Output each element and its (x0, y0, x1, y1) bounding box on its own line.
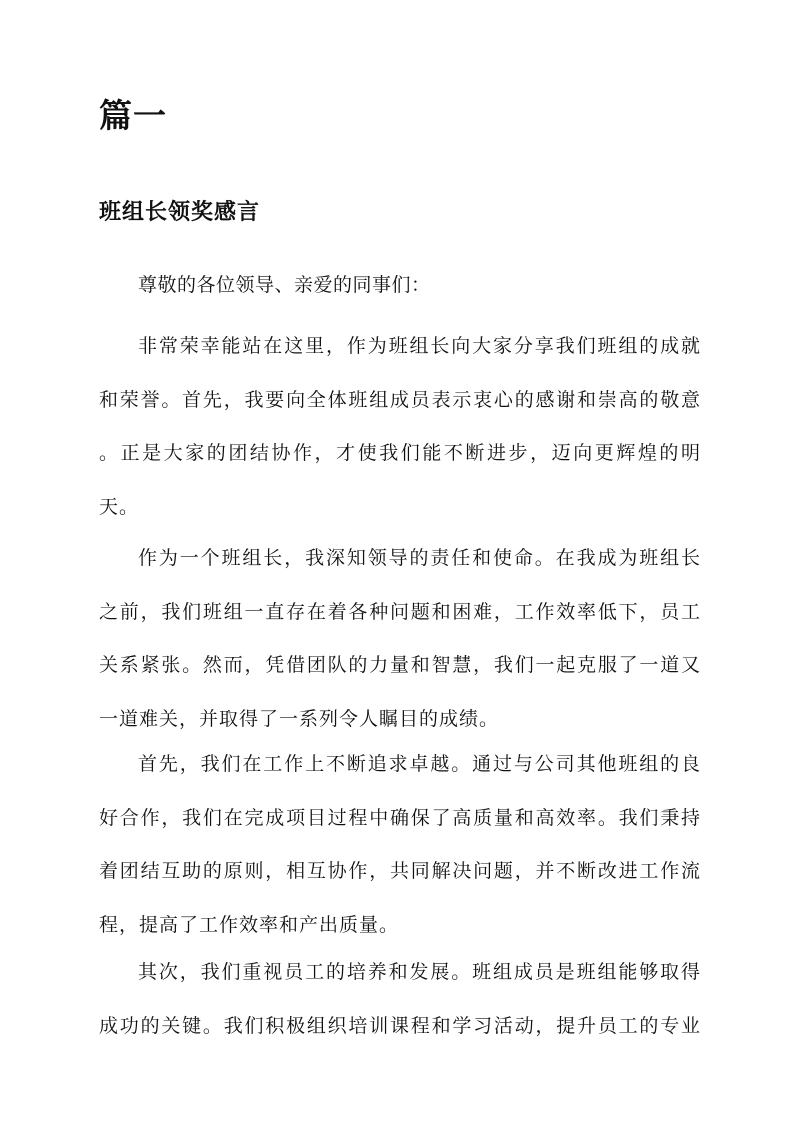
article-title: 班组长领奖感言 (99, 199, 261, 225)
paragraph-line: 首先，我们在工作上不断追求卓越。通过与公司其他班组的良 (138, 753, 701, 775)
paragraph-line: 关系紧张。然而，凭借团队的力量和智慧，我们一起克服了一道又 (99, 654, 701, 676)
paragraph-line: 程，提高了工作效率和产出质量。 (99, 913, 400, 936)
paragraph-3 (99, 738, 701, 952)
paragraph-line: 。正是大家的团结协作，才使我们能不断进步，迈向更辉煌的明 (99, 442, 701, 464)
paragraph-line: 着团结互助的原则，相互协作，共同解决问题，并不断改进工作流 (99, 860, 701, 882)
section-title: 篇一 (99, 96, 167, 135)
paragraph-1 (99, 320, 701, 534)
paragraph-4 (99, 946, 701, 1053)
paragraph-line: 好合作，我们在完成项目过程中确保了高质量和高效率。我们秉持 (99, 806, 701, 829)
paragraph-line: 成功的关键。我们积极组织培训课程和学习活动，提升员工的专业 (99, 1014, 701, 1037)
paragraph-line: 之前，我们班组一直存在着各种问题和困难，工作效率低下，员工 (99, 600, 701, 623)
paragraph-line: 天。 (99, 495, 140, 518)
paragraph-line: 和荣誉。首先，我要向全体班组成员表示衷心的感谢和崇高的敬意 (99, 388, 701, 411)
paragraph-line: 其次，我们重视员工的培养和发展。班组成员是班组能够取得 (138, 961, 701, 983)
paragraph-2 (99, 532, 701, 746)
paragraph-line: 一道难关，并取得了一系列令人瞩目的成绩。 (99, 707, 500, 730)
salutation: 尊敬的各位领导、亲爱的同事们： (138, 274, 431, 296)
paragraph-line: 作为一个班组长，我深知领导的责任和使命。在我成为班组长 (138, 547, 701, 569)
paragraph-line: 非常荣幸能站在这里，作为班组长向大家分享我们班组的成就 (138, 335, 701, 357)
